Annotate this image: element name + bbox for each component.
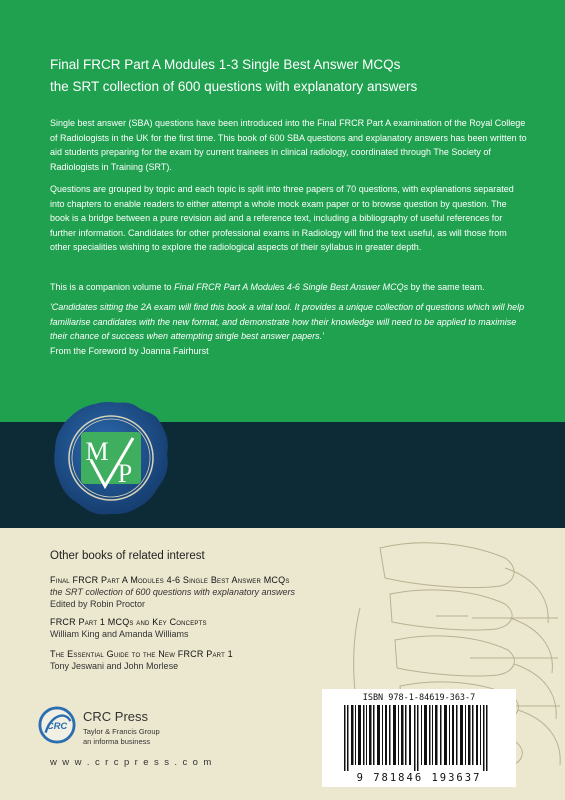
quote-text: 'Candidates sitting the 2A exam will find this book a vital tool. It provides a unique collection of questions which will help familiarise candidates with the new format, and demonstrate how their knowledge will need to be applied to maximise their chance of success when attempting single best answer papers.' (50, 302, 525, 341)
crc-logo-text: CRC (46, 720, 68, 732)
seal-letter-p: P (117, 459, 133, 488)
related-book-2 (50, 616, 350, 640)
related-book-1 (50, 574, 350, 610)
publisher-name: CRC Press (83, 709, 149, 724)
related-book-author: Tony Jeswani and John Morlese (50, 661, 179, 671)
related-book-author: William King and Amanda Williams (50, 629, 189, 639)
barcode-panel (322, 689, 516, 787)
related-book-title: FRCR Part 1 MCQs and Key Concepts (50, 617, 207, 627)
book-title: Final FRCR Part A Modules 1-3 Single Best Answer MCQs (50, 57, 401, 72)
description-paragraph-2: Questions are grouped by topic and each topic is split into three papers of 70 questions, with explanations separated into chapters to enable readers to either attempt a whole mock exam paper or to browse question by question. The book is a bridge between a pure revision aid and a reference text, including a bibliography of useful references for further information. Candidates for other professional exams in Radiology will find the text useful, as will those from other specialities wishing to explore the radiological aspects of their syllabus in greater depth. (50, 184, 514, 252)
related-book-subtitle: the SRT collection of 600 questions with explanatory answers (50, 587, 295, 597)
related-book-author: Edited by Robin Proctor (50, 599, 146, 609)
seal-letter-m: M (85, 437, 109, 466)
book-subtitle: the SRT collection of 600 questions with explanatory answers (50, 79, 418, 94)
mp-seal-logo (51, 398, 171, 518)
quote-attribution: From the Foreword by Joanna Fairhurst (50, 345, 209, 356)
companion-note: This is a companion volume to Final FRCR Part A Modules 4-6 Single Best Answer MCQs by the same team. (50, 282, 485, 292)
related-book-3 (50, 648, 350, 672)
publisher-group: Taylor & Francis Group (83, 727, 160, 736)
crc-press-logo-icon (38, 706, 76, 744)
barcode-bars (344, 705, 494, 771)
related-books-heading: Other books of related interest (50, 550, 205, 562)
publisher-url: w w w . c r c p r e s s . c o m (50, 757, 213, 768)
related-book-title: The Essential Guide to the New FRCR Part 1 (50, 649, 233, 659)
barcode-number: 9 781846 193637 (356, 772, 482, 784)
publisher-business: an informa business (83, 737, 151, 746)
foreword-quote (50, 300, 528, 358)
related-book-title: Final FRCR Part A Modules 4-6 Single Best Answer MCQs (50, 575, 290, 585)
isbn-text: ISBN 978-1-84619-363-7 (362, 693, 476, 703)
description-paragraph-1: Single best answer (SBA) questions have been introduced into the Final FRCR Part A examination of the Royal College of Radiologists in the UK for the first time. This book of 600 SBA questions and explanatory answers has been written to aid students preparing for the exam by current trainees in clinical radiology, coordinated through The Society of Radiologists in Training (SRT). (50, 118, 527, 172)
